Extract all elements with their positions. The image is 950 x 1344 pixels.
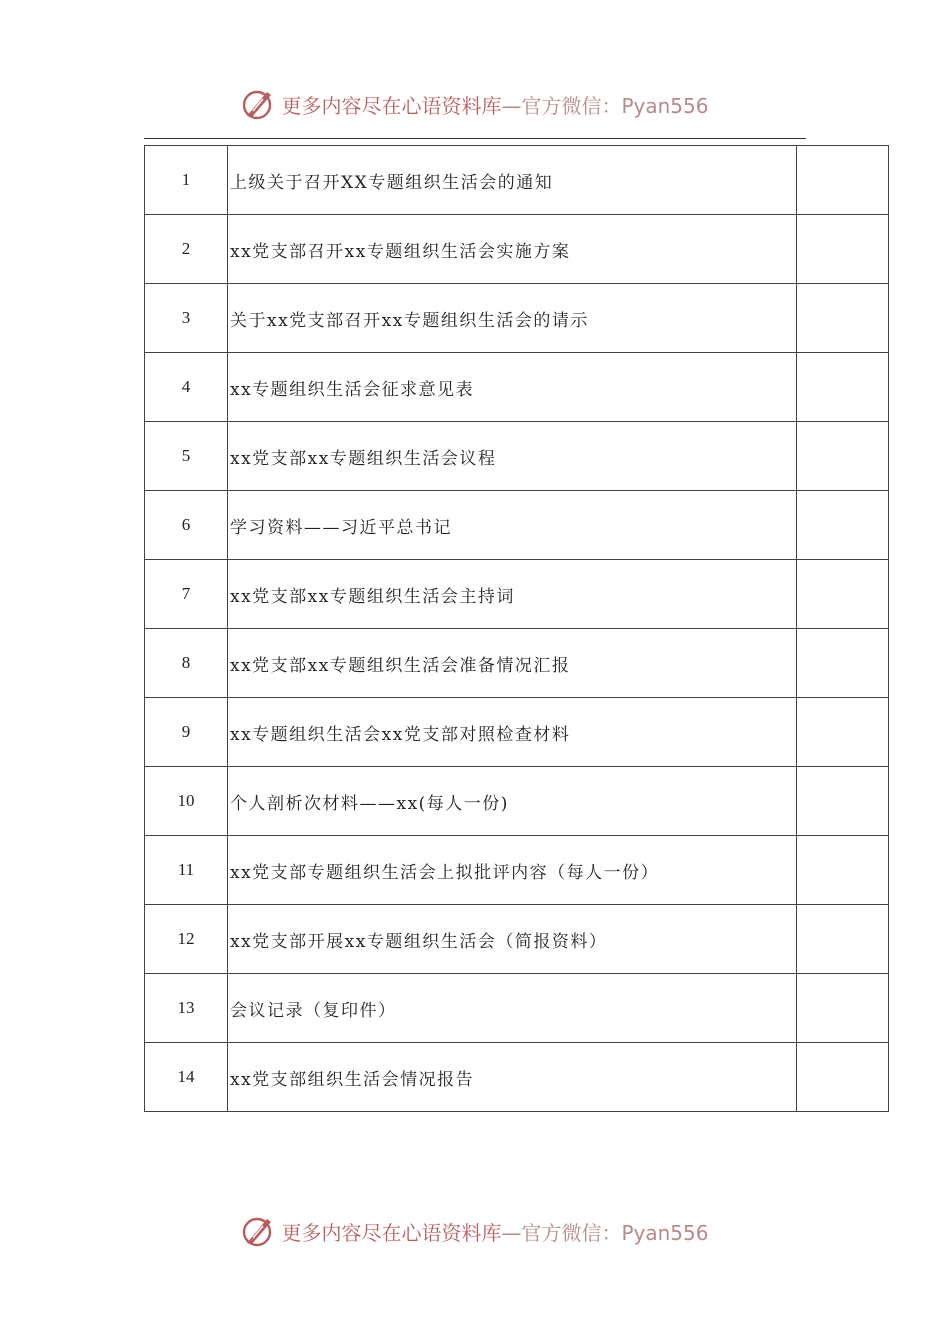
row-remarks-cell: [797, 146, 889, 215]
watermark-brand-text: 更多内容尽在心语资料库: [281, 93, 502, 118]
row-title: xx党支部xx专题组织生活会议程: [228, 422, 797, 491]
row-remarks-cell: [797, 974, 889, 1043]
table-row: [145, 146, 889, 215]
row-number: 13: [145, 974, 228, 1043]
header-rule: [144, 138, 806, 139]
row-remarks-cell: [797, 629, 889, 698]
watermark-footer: [0, 1211, 950, 1251]
quill-pen-icon: [241, 87, 275, 121]
row-number: 4: [145, 353, 228, 422]
table-row: [145, 974, 889, 1043]
table-row: [145, 353, 889, 422]
table-row: [145, 215, 889, 284]
row-number: 1: [145, 146, 228, 215]
row-title: 关于xx党支部召开xx专题组织生活会的请示: [228, 284, 797, 353]
table-row: [145, 284, 889, 353]
quill-pen-icon: [241, 1214, 275, 1248]
row-remarks-cell: [797, 284, 889, 353]
row-number: 6: [145, 491, 228, 560]
table-row: [145, 698, 889, 767]
row-remarks-cell: [797, 560, 889, 629]
row-title: xx专题组织生活会xx党支部对照检查材料: [228, 698, 797, 767]
row-remarks-cell: [797, 767, 889, 836]
row-remarks-cell: [797, 215, 889, 284]
row-number: 2: [145, 215, 228, 284]
row-number: 10: [145, 767, 228, 836]
row-remarks-cell: [797, 836, 889, 905]
row-number: 7: [145, 560, 228, 629]
row-number: 12: [145, 905, 228, 974]
table-row: [145, 905, 889, 974]
watermark-contact-text: —官方微信：Pyan556: [501, 1220, 709, 1245]
watermark-header: [0, 84, 950, 124]
row-remarks-cell: [797, 491, 889, 560]
row-title: xx专题组织生活会征求意见表: [228, 353, 797, 422]
row-title: 学习资料——习近平总书记: [228, 491, 797, 560]
row-remarks-cell: [797, 905, 889, 974]
table-body: [145, 146, 889, 1112]
watermark-contact-text: —官方微信：Pyan556: [501, 93, 709, 118]
table-row: [145, 560, 889, 629]
watermark-brand-text: 更多内容尽在心语资料库: [281, 1220, 502, 1245]
row-number: 8: [145, 629, 228, 698]
row-remarks-cell: [797, 698, 889, 767]
row-title: xx党支部xx专题组织生活会准备情况汇报: [228, 629, 797, 698]
row-remarks-cell: [797, 353, 889, 422]
table-row: [145, 767, 889, 836]
row-title: 会议记录（复印件）: [228, 974, 797, 1043]
row-title: xx党支部xx专题组织生活会主持词: [228, 560, 797, 629]
row-number: 3: [145, 284, 228, 353]
row-title: 个人剖析次材料——xx(每人一份): [228, 767, 797, 836]
table-row: [145, 836, 889, 905]
row-remarks-cell: [797, 1043, 889, 1112]
table-row: [145, 1043, 889, 1112]
table-row: [145, 422, 889, 491]
row-number: 9: [145, 698, 228, 767]
row-remarks-cell: [797, 422, 889, 491]
row-title: 上级关于召开XX专题组织生活会的通知: [228, 146, 797, 215]
row-title: xx党支部专题组织生活会上拟批评内容（每人一份）: [228, 836, 797, 905]
table-row: [145, 629, 889, 698]
table-row: [145, 491, 889, 560]
row-title: xx党支部开展xx专题组织生活会（简报资料）: [228, 905, 797, 974]
document-list-table: [144, 145, 889, 1112]
row-title: xx党支部组织生活会情况报告: [228, 1043, 797, 1112]
row-title: xx党支部召开xx专题组织生活会实施方案: [228, 215, 797, 284]
row-number: 11: [145, 836, 228, 905]
row-number: 14: [145, 1043, 228, 1112]
row-number: 5: [145, 422, 228, 491]
